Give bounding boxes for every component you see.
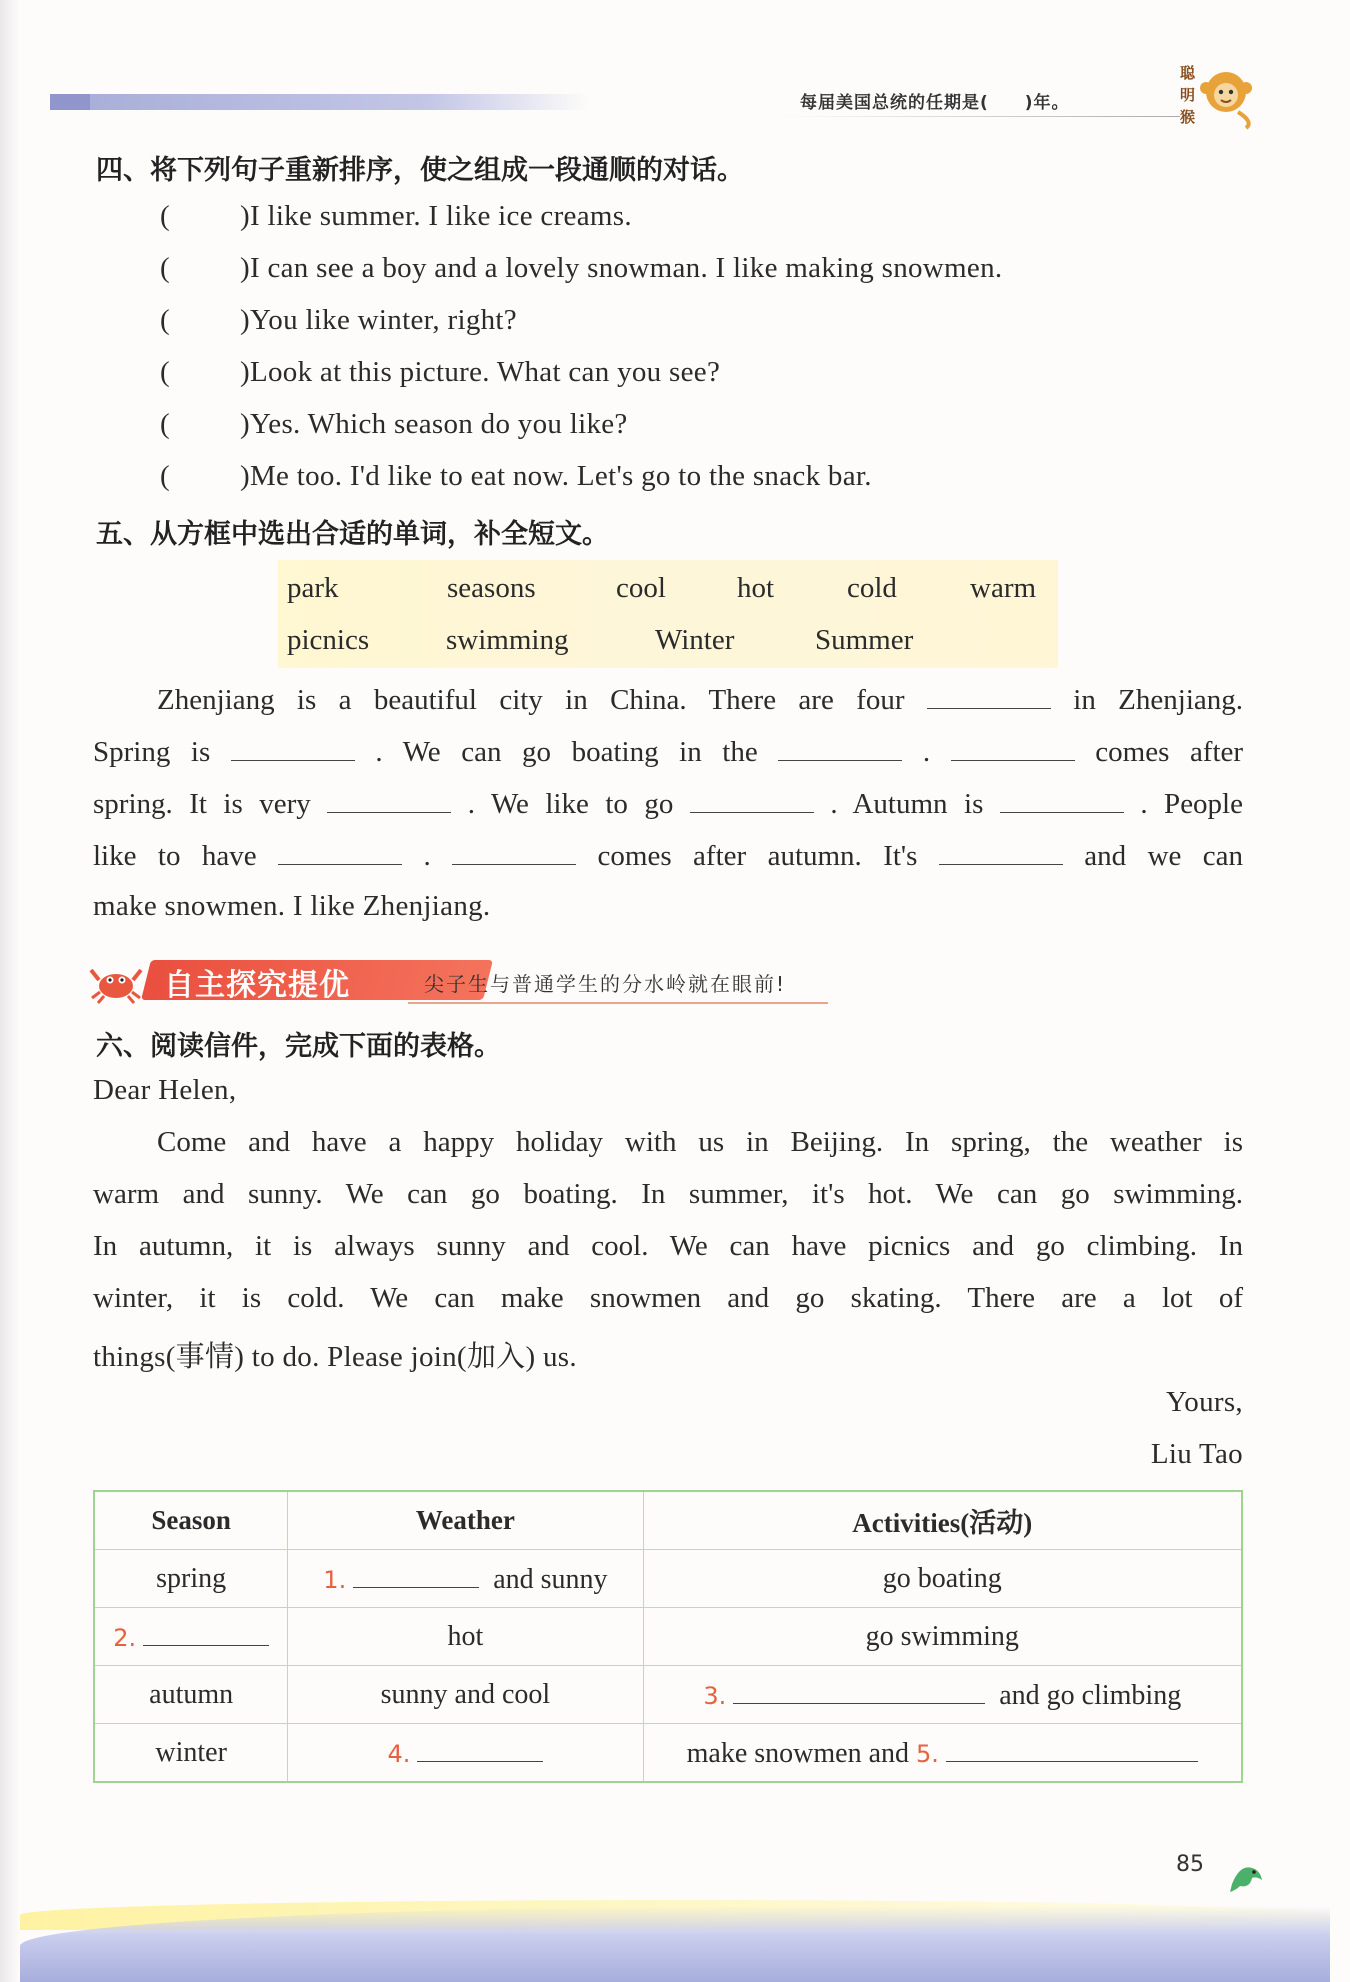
passage-text: Zhenjiang is a beautiful city in China. There are four xyxy=(157,684,905,716)
word-bank-item: Winter xyxy=(655,624,735,656)
passage-text: and we can xyxy=(1084,840,1244,872)
answer-paren: ( xyxy=(160,304,170,336)
mascot-char-2: 明 xyxy=(1180,86,1196,104)
word-bank-item: cool xyxy=(616,572,666,604)
banner-subtitle: 尖子生与普通学生的分水岭就在眼前! xyxy=(424,972,787,996)
header-band xyxy=(50,94,590,110)
letter-greeting: Dear Helen, xyxy=(93,1074,237,1106)
question-number: 3. xyxy=(703,1682,727,1710)
cell-text: make snowmen and xyxy=(686,1738,910,1769)
letter-line: warm and sunny. We can go boating. In summer, it's hot. We can go swimming. xyxy=(93,1178,1243,1210)
answer-paren: ( xyxy=(160,408,170,440)
activity-cell: go boating xyxy=(643,1550,1242,1608)
answer-blank[interactable] xyxy=(946,1735,1198,1762)
weather-cell xyxy=(288,1550,643,1608)
passage-text: comes after xyxy=(1095,736,1244,768)
answer-blank[interactable] xyxy=(353,1561,479,1588)
table-row xyxy=(94,1666,1242,1724)
activity-cell: go swimming xyxy=(643,1608,1242,1666)
letter-closing: Yours, xyxy=(1165,1386,1243,1418)
answer-blank[interactable] xyxy=(231,734,355,761)
passage-line xyxy=(93,838,1243,873)
section5-title: 五、从方框中选出合适的单词，补全短文。 xyxy=(96,519,609,550)
season-cell xyxy=(94,1608,288,1666)
dialogue-sentence: )You like winter, right? xyxy=(240,304,517,336)
passage-line xyxy=(93,786,1243,821)
monkey-mascot-icon xyxy=(1176,58,1256,130)
word-bank-item: Summer xyxy=(815,624,914,656)
passage-line: make snowmen. I like Zhenjiang. xyxy=(93,890,491,922)
table-header-row xyxy=(94,1491,1242,1550)
mascot-char-3: 猴 xyxy=(1180,108,1196,126)
dialogue-sentence: )Yes. Which season do you like? xyxy=(240,408,628,440)
passage-text: Spring is xyxy=(93,736,211,768)
answer-blank[interactable] xyxy=(927,682,1051,709)
passage-text: like to have xyxy=(93,840,257,872)
passage-text: . xyxy=(922,736,931,768)
header-trivia: 每届美国总统的任期是( )年。 xyxy=(800,93,1070,113)
passage-text: . Autumn is xyxy=(830,788,984,820)
season-cell: spring xyxy=(94,1550,288,1608)
answer-blank[interactable] xyxy=(452,838,576,865)
question-number: 5. xyxy=(916,1740,939,1768)
banner-underline xyxy=(408,1002,828,1004)
mascot-char-1: 聪 xyxy=(1180,64,1196,82)
answer-table xyxy=(93,1490,1243,1783)
question-number: 4. xyxy=(387,1740,411,1768)
letter-line: things(事情) to do. Please join(加入) us. xyxy=(93,1341,577,1373)
answer-blank[interactable] xyxy=(939,838,1063,865)
weather-cell xyxy=(288,1724,643,1783)
crab-icon xyxy=(88,958,144,1004)
header-band-notch xyxy=(50,94,90,110)
word-bank-item: swimming xyxy=(446,624,569,656)
letter-line: Come and have a happy holiday with us in Beijing. In spring, the weather is xyxy=(157,1126,1243,1158)
word-bank-item: hot xyxy=(737,572,775,604)
answer-paren: ( xyxy=(160,356,170,388)
season-cell: winter xyxy=(94,1724,288,1783)
answer-paren: ( xyxy=(160,200,170,232)
answer-blank[interactable] xyxy=(733,1677,985,1704)
banner-title: 自主探究提优 xyxy=(164,968,350,1003)
page-edge xyxy=(0,0,20,1982)
section4-title: 四、将下列句子重新排序，使之组成一段通顺的对话。 xyxy=(96,155,744,186)
answer-blank[interactable] xyxy=(327,786,451,813)
passage-text: comes after autumn. It's xyxy=(597,840,918,872)
word-bank-item: park xyxy=(287,572,339,604)
column-header: Activities(活动) xyxy=(643,1491,1242,1550)
answer-blank[interactable] xyxy=(1000,786,1124,813)
cell-text: and sunny xyxy=(493,1564,608,1595)
section6-title: 六、阅读信件，完成下面的表格。 xyxy=(96,1031,501,1062)
answer-blank[interactable] xyxy=(417,1735,543,1762)
table-row xyxy=(94,1608,1242,1666)
activity-cell xyxy=(643,1724,1242,1783)
passage-text: . We like to go xyxy=(467,788,674,820)
answer-blank[interactable] xyxy=(951,734,1075,761)
passage-line xyxy=(93,734,1243,769)
word-bank-item: warm xyxy=(970,572,1037,604)
header-rule xyxy=(780,116,1180,117)
season-cell: autumn xyxy=(94,1666,288,1724)
passage-text: . People xyxy=(1140,788,1243,820)
word-bank-item: picnics xyxy=(287,624,370,656)
weather-cell: sunny and cool xyxy=(288,1666,643,1724)
word-bank-item: seasons xyxy=(447,572,536,604)
passage-text: in Zhenjiang. xyxy=(1073,684,1244,716)
letter-line: In autumn, it is always sunny and cool. We can have picnics and go climbing. In xyxy=(93,1230,1243,1262)
weather-cell: hot xyxy=(288,1608,643,1666)
passage-text: . xyxy=(423,840,431,872)
table-row xyxy=(94,1550,1242,1608)
column-header: Season xyxy=(94,1491,288,1550)
letter-line: winter, it is cold. We can make snowmen and go skating. There are a lot of xyxy=(93,1282,1243,1314)
answer-blank[interactable] xyxy=(143,1619,269,1646)
passage-text: spring. It is very xyxy=(93,788,311,820)
cell-text: and go climbing xyxy=(999,1680,1182,1711)
passage-line xyxy=(93,682,1243,717)
activity-cell xyxy=(643,1666,1242,1724)
dialogue-sentence: )I like summer. I like ice creams. xyxy=(240,200,632,232)
passage-text: . We can go boating in the xyxy=(375,736,758,768)
answer-blank[interactable] xyxy=(278,838,402,865)
dialogue-sentence: )Me too. I'd like to eat now. Let's go to the snack bar. xyxy=(240,460,872,492)
answer-paren: ( xyxy=(160,460,170,492)
question-number: 1. xyxy=(323,1566,347,1594)
lizard-icon xyxy=(1226,1854,1266,1894)
table-row xyxy=(94,1724,1242,1783)
question-number: 2. xyxy=(113,1624,137,1652)
section-banner xyxy=(88,958,828,1006)
answer-paren: ( xyxy=(160,252,170,284)
dialogue-sentence: )Look at this picture. What can you see? xyxy=(240,356,721,388)
dialogue-sentence: )I can see a boy and a lovely snowman. I like making snowmen. xyxy=(240,252,1003,284)
answer-blank[interactable] xyxy=(778,734,902,761)
page-number: 85 xyxy=(1176,1852,1204,1877)
column-header: Weather xyxy=(288,1491,643,1550)
answer-blank[interactable] xyxy=(690,786,814,813)
letter-signature: Liu Tao xyxy=(1150,1438,1243,1470)
word-bank-item: cold xyxy=(847,572,897,604)
